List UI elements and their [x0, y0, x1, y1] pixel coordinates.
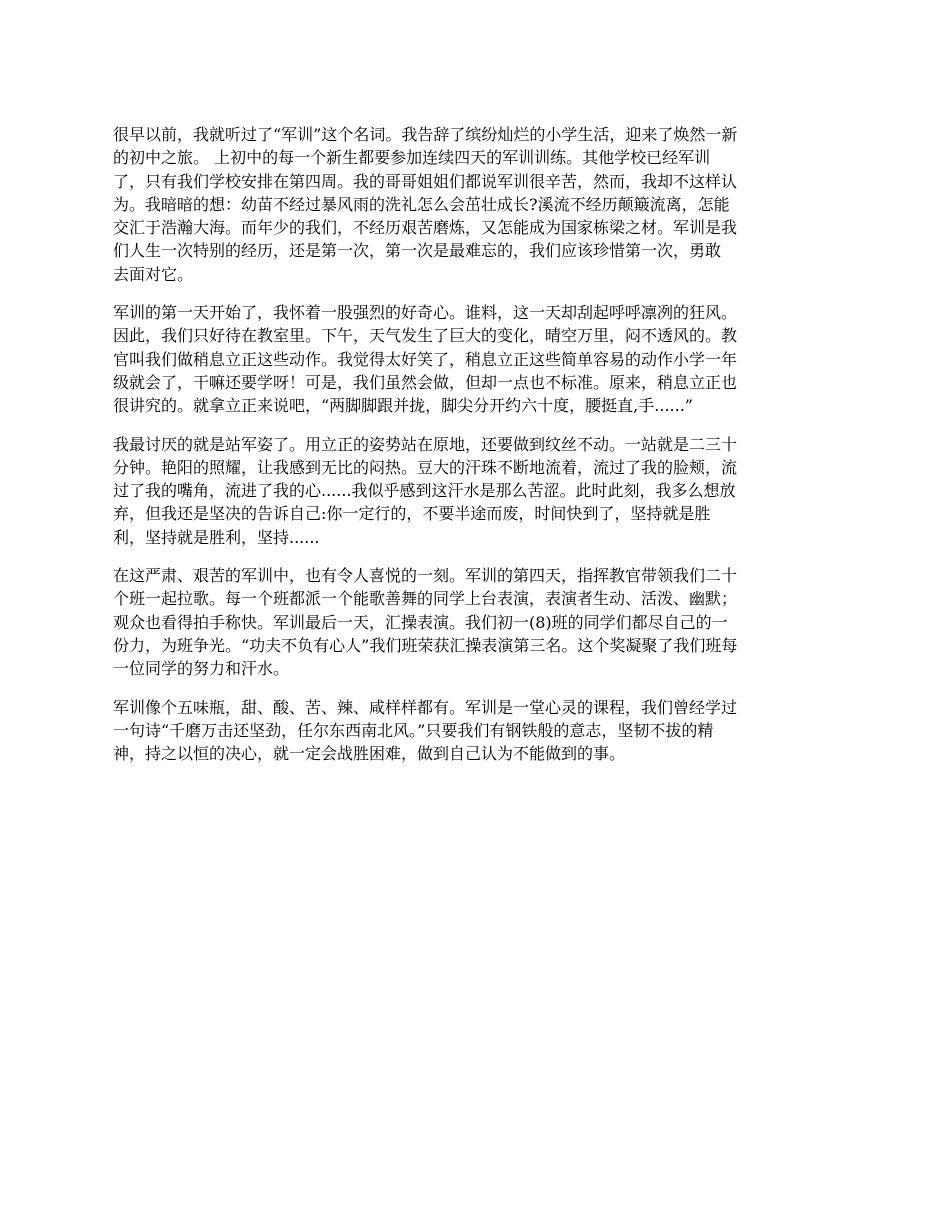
- paragraph-line: 神，持之以恒的决心，就一定会战胜困难，做到自己认为不能做到的事。: [113, 744, 626, 764]
- paragraph-line: 很早以前，我就听过了“军训”这个名词。我告辞了缤纷灿烂的小学生活，迎来了焕然一新: [113, 125, 738, 144]
- paragraph-intro: [113, 123, 840, 286]
- paragraph-line: 观众也看得拍手称快。军训最后一天，汇操表演。我们初一(8)班的同学们都尽自己的一: [113, 612, 728, 632]
- paragraph-singing: [113, 564, 840, 680]
- paragraph-line: 我最讨厌的就是站军姿了。用立正的姿势站在原地，还要做到纹丝不动。一站就是二三十: [113, 434, 738, 454]
- paragraph-line: 弃，但我还是坚决的告诉自己:你一定行的，不要半途而废，时间快到了，坚持就是胜: [113, 504, 711, 524]
- paragraph-first-day: [113, 301, 840, 417]
- paragraph-line: 官叫我们做稍息立正这些动作。我觉得太好笑了，稍息立正这些简单容易的动作小学一年: [113, 349, 738, 369]
- paragraph-line: 级就会了，干嘛还要学呀！可是，我们虽然会做，但却一点也不标准。原来，稍息立正也: [113, 372, 738, 392]
- paragraph-line: 去面对它。: [113, 264, 194, 284]
- paragraph-conclusion: [113, 696, 840, 766]
- paragraph-line: 利，坚持就是胜利，坚持......: [113, 527, 320, 547]
- paragraph-line: 个班一起拉歌。每一个班都派一个能歌善舞的同学上台表演，表演者生动、活泼、幽默；: [113, 589, 738, 609]
- paragraph-line: 很讲究的。就拿立正来说吧，“两脚脚跟并拢，脚尖分开约六十度，腰挺直,手......”: [113, 396, 693, 416]
- paragraph-line: 份力，为班争光。“功夫不负有心人”我们班荣获汇操表演第三名。这个奖凝聚了我们班每: [113, 635, 738, 655]
- paragraph-line: 的初中之旅。 上初中的每一个新生都要参加连续四天的军训训练。其他学校已经军训: [113, 148, 711, 168]
- paragraph-line: 因此，我们只好待在教室里。下午，天气发生了巨大的变化，晴空万里，闷不透风的。教: [113, 326, 738, 346]
- paragraph-line: 们人生一次特别的经历，还是第一次，第一次是最难忘的，我们应该珍惜第一次，勇敢: [113, 241, 722, 261]
- document-page: [113, 123, 840, 780]
- paragraph-line: 了，只有我们学校安排在第四周。我的哥哥姐姐们都说军训很辛苦，然而，我却不这样认: [113, 171, 738, 191]
- paragraph-line: 军训的第一天开始了，我怀着一股强烈的好奇心。谁料，这一天却刮起呼呼凛冽的狂风。: [113, 303, 738, 323]
- paragraph-line: 交汇于浩瀚大海。而年少的我们，不经历艰苦磨炼，又怎能成为国家栋梁之材。军训是我: [113, 218, 738, 238]
- paragraph-line: 在这严肃、艰苦的军训中，也有令人喜悦的一刻。军训的第四天，指挥教官带领我们二十: [113, 566, 738, 586]
- paragraph-line: 一位同学的努力和汗水。: [113, 659, 290, 679]
- paragraph-line: 军训像个五味瓶，甜、酸、苦、辣、咸样样都有。军训是一堂心灵的课程，我们曾经学过: [113, 697, 738, 717]
- paragraph-line: 分钟。艳阳的照耀，让我感到无比的闷热。豆大的汗珠不断地流着，流过了我的脸颊，流: [113, 457, 738, 477]
- paragraph-line: 过了我的嘴角，流进了我的心......我似乎感到这汗水是那么苦涩。此时此刻，我多么想放: [113, 481, 736, 501]
- paragraph-line: 为。我暗暗的想：幼苗不经过暴风雨的洗礼怎么会茁壮成长?溪流不经历颠簸流离，怎能: [113, 194, 730, 214]
- paragraph-line: 一句诗“千磨万击还坚劲，任尔东西南北风。”只要我们有钢铁般的意志，坚韧不拔的精: [113, 720, 714, 740]
- paragraph-standing: [113, 433, 840, 549]
